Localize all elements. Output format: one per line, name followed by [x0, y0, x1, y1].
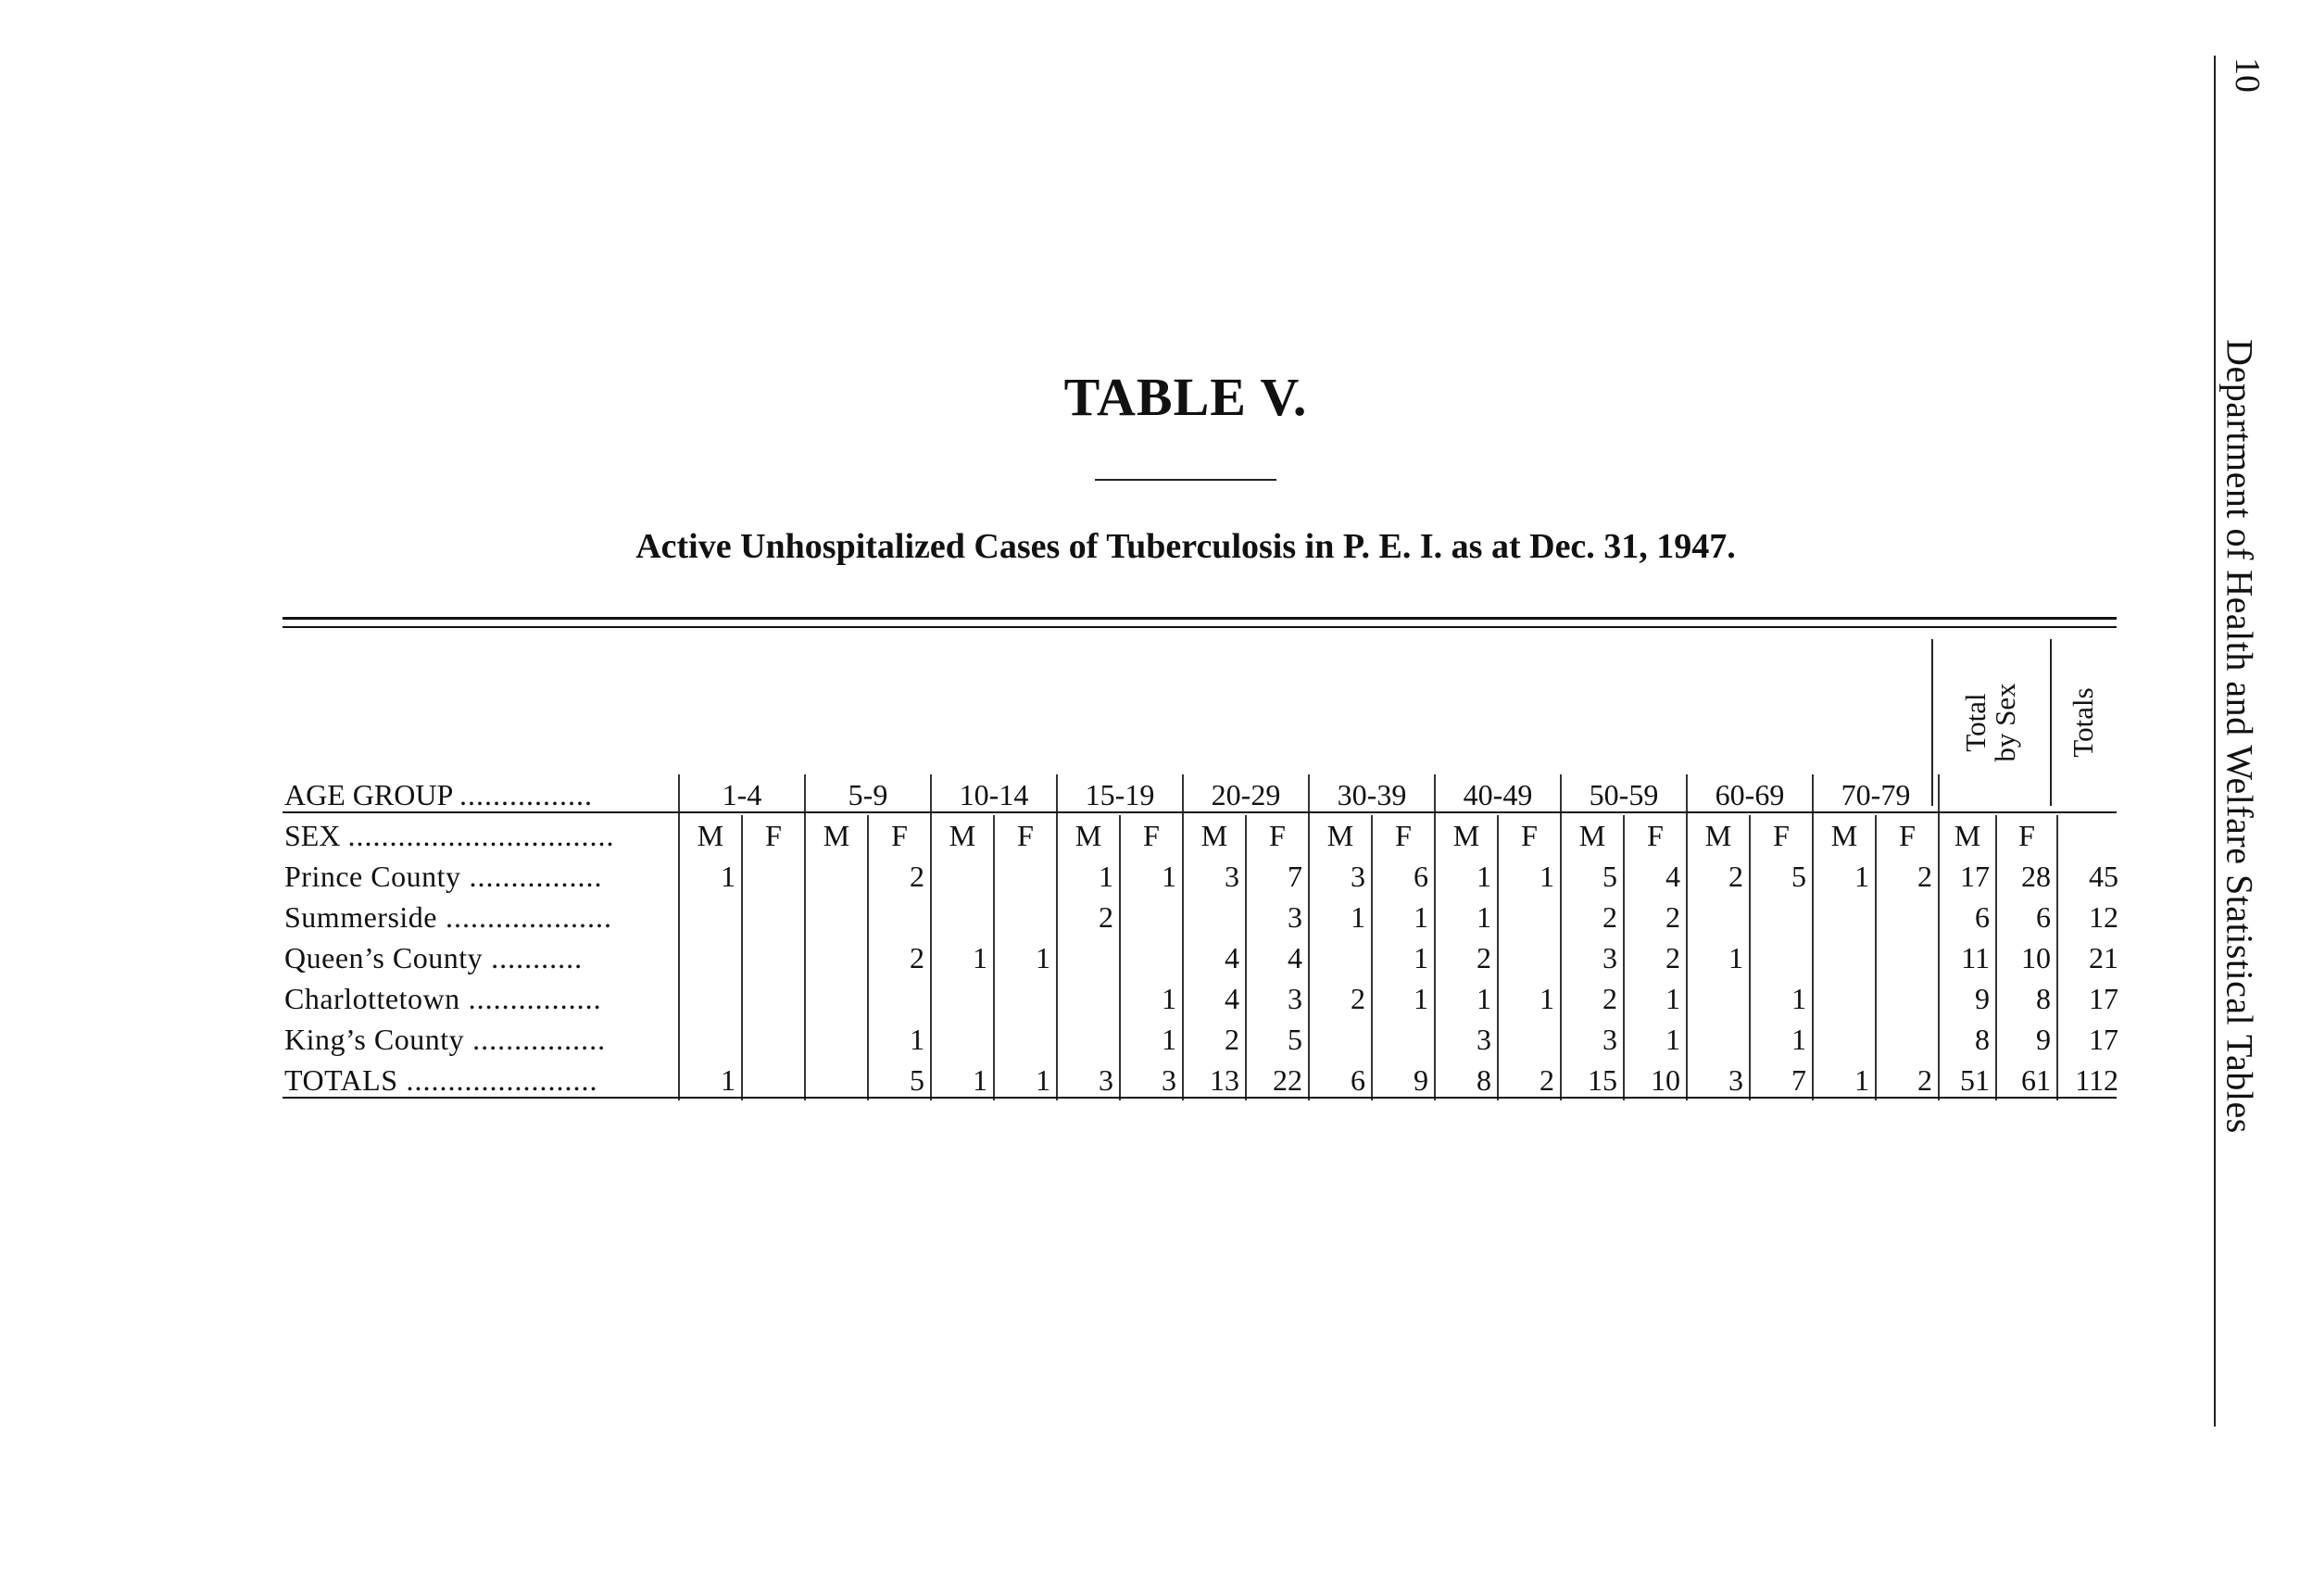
table-cell	[931, 856, 994, 897]
total-male-cell: 17	[1939, 856, 1996, 897]
tuberculosis-table	[283, 774, 2124, 1100]
table-cell	[742, 978, 805, 1019]
table-cell: 4	[1246, 937, 1309, 978]
table-cell	[679, 897, 742, 937]
age-group-stub-label: AGE GROUP	[284, 777, 453, 811]
table-cell: 2	[1687, 856, 1750, 897]
header-blank-cell	[1996, 774, 2057, 815]
sex-stub: SEX ................................	[283, 815, 679, 856]
sex-female-header: F	[742, 815, 805, 856]
table-cell: 3	[1246, 897, 1309, 937]
table-cell	[1309, 937, 1372, 978]
table-row	[283, 1019, 2124, 1060]
total-female-cell: 6	[1996, 897, 2057, 937]
table-cell: 1	[994, 1060, 1057, 1100]
header-blank-cell	[1939, 774, 1996, 815]
table-cell: 1	[1309, 897, 1372, 937]
sex-male-header: M	[1561, 815, 1624, 856]
total-male-cell: 9	[1939, 978, 1996, 1019]
table-cell	[742, 856, 805, 897]
table-cell: 2	[1057, 897, 1120, 937]
table-cell: 2	[1183, 1019, 1246, 1060]
table-cell: 2	[1876, 856, 1939, 897]
table-cell	[1057, 937, 1120, 978]
age-group-header: 60-69	[1687, 774, 1813, 815]
table-cell	[994, 1019, 1057, 1060]
table-cell: 9	[1372, 1060, 1435, 1100]
sex-male-header: M	[1309, 815, 1372, 856]
totals-header-label: Totals	[2067, 687, 2099, 758]
table-cell: 2	[1309, 978, 1372, 1019]
table-cell: 1	[1435, 856, 1498, 897]
sex-male-header: M	[1435, 815, 1498, 856]
table-cell: 1	[1687, 937, 1750, 978]
table-cell	[679, 937, 742, 978]
table-cell	[868, 897, 931, 937]
table-cell: 10	[1624, 1060, 1687, 1100]
table-row	[283, 937, 2124, 978]
table-cell: 1	[1813, 856, 1876, 897]
table-cell: 1	[1750, 1019, 1813, 1060]
totals-row	[283, 1060, 2124, 1100]
table-cell: 1	[1750, 978, 1813, 1019]
table-cell: 3	[1246, 978, 1309, 1019]
total-male-cell: 11	[1939, 937, 1996, 978]
sex-female-header: F	[1750, 815, 1813, 856]
table-cell: 1	[1435, 978, 1498, 1019]
total-by-sex-line-2: by Sex	[1989, 683, 2021, 762]
age-group-header: 15-19	[1057, 774, 1183, 815]
table-title: TABLE V.	[1063, 367, 1308, 427]
table-cell	[994, 897, 1057, 937]
total-by-sex-label	[1961, 683, 2020, 761]
table-cell: 6	[1372, 856, 1435, 897]
table-cell: 7	[1246, 856, 1309, 897]
age-group-header: 1-4	[679, 774, 805, 815]
table-cell	[679, 1019, 742, 1060]
table-cell	[805, 856, 868, 897]
table-cell	[1750, 897, 1813, 937]
sex-male-header: M	[1687, 815, 1750, 856]
row-total-cell: 12	[2089, 899, 2118, 934]
table-cell: 1	[994, 937, 1057, 978]
row-label: TOTALS .......................	[283, 1060, 679, 1100]
table-cell	[1813, 937, 1876, 978]
age-group-header: 30-39	[1309, 774, 1435, 815]
row-label: Charlottetown ................	[283, 978, 679, 1019]
sex-female-header: F	[1624, 815, 1687, 856]
table-cell	[1498, 937, 1561, 978]
age-group-header: 70-79	[1813, 774, 1939, 815]
total-female-cell: 9	[1996, 1019, 2057, 1060]
total-male-header: M	[1939, 815, 1996, 856]
table-cell: 1	[1498, 856, 1561, 897]
table-cell: 1	[1120, 1019, 1183, 1060]
running-head-text: Department of Health and Welfare Statistical Tables	[2218, 339, 2261, 1134]
table-cell	[1309, 1019, 1372, 1060]
sex-male-header: M	[679, 815, 742, 856]
table-cell: 2	[1876, 1060, 1939, 1100]
sex-female-header: F	[994, 815, 1057, 856]
table-cell: 3	[1309, 856, 1372, 897]
sex-male-header: M	[1183, 815, 1246, 856]
total-male-cell: 8	[1939, 1019, 1996, 1060]
table-cell: 3	[1183, 856, 1246, 897]
table-cell	[1687, 1019, 1750, 1060]
table-cell	[1498, 897, 1561, 937]
table-cell: 3	[1687, 1060, 1750, 1100]
table-cell: 1	[1372, 897, 1435, 937]
table-cell: 4	[1624, 856, 1687, 897]
table-cell: 2	[1435, 937, 1498, 978]
header-rule	[283, 811, 2117, 813]
table-cell	[994, 978, 1057, 1019]
table-cell	[742, 1060, 805, 1100]
table-cell: 2	[868, 937, 931, 978]
sex-male-header: M	[805, 815, 868, 856]
table-cell: 3	[1435, 1019, 1498, 1060]
table-cell	[742, 937, 805, 978]
row-label-text: Prince County	[284, 859, 461, 893]
table-cell: 5	[1246, 1019, 1309, 1060]
table-cell	[931, 978, 994, 1019]
table-cell	[1876, 897, 1939, 937]
table-cell: 1	[1057, 856, 1120, 897]
row-total-cell: 17	[2089, 981, 2118, 1015]
table-cell: 1	[1120, 978, 1183, 1019]
table-cell: 1	[931, 937, 994, 978]
table-cell	[1687, 978, 1750, 1019]
table-top-rule-inner	[283, 626, 2117, 628]
table-cell: 1	[1120, 856, 1183, 897]
table-cell: 3	[1120, 1060, 1183, 1100]
table-cell	[1498, 1019, 1561, 1060]
page-number: 10	[2228, 57, 2267, 93]
table-cell	[1813, 1019, 1876, 1060]
table-cell: 13	[1183, 1060, 1246, 1100]
age-group-header: 5-9	[805, 774, 931, 815]
table-row	[283, 897, 2124, 937]
total-female-cell: 10	[1996, 937, 2057, 978]
table-cell: 2	[1624, 937, 1687, 978]
sex-female-header: F	[868, 815, 931, 856]
sex-row	[283, 815, 2124, 856]
row-label-text: TOTALS	[284, 1062, 398, 1097]
table-row	[283, 856, 2124, 897]
row-total-cell: 112	[2075, 1062, 2118, 1097]
table-cell	[1372, 1019, 1435, 1060]
table-cell: 5	[868, 1060, 931, 1100]
table-cell: 22	[1246, 1060, 1309, 1100]
age-group-header: 40-49	[1435, 774, 1561, 815]
table-cell: 1	[1624, 978, 1687, 1019]
table-cell	[1057, 1019, 1120, 1060]
total-female-header: F	[1996, 815, 2057, 856]
sex-male-header: M	[931, 815, 994, 856]
sex-stub-label: SEX	[284, 818, 341, 852]
age-group-row	[283, 774, 2124, 815]
page-edge-rule	[2214, 56, 2216, 1426]
table-cell	[1687, 897, 1750, 937]
sex-female-header: F	[1246, 815, 1309, 856]
table-cell	[1057, 978, 1120, 1019]
table-cell: 1	[1372, 937, 1435, 978]
table-cell: 2	[868, 856, 931, 897]
table-cell: 1	[1498, 978, 1561, 1019]
table-cell	[1876, 1019, 1939, 1060]
table-cell	[1750, 937, 1813, 978]
table-cell	[1876, 978, 1939, 1019]
table-cell	[742, 1019, 805, 1060]
table-cell: 2	[1624, 897, 1687, 937]
table-cell: 5	[1561, 856, 1624, 897]
table-cell	[931, 1019, 994, 1060]
table-cell: 3	[1561, 937, 1624, 978]
table-cell	[679, 978, 742, 1019]
row-total-cell: 45	[2089, 859, 2118, 893]
age-group-header: 10-14	[931, 774, 1057, 815]
table-row	[283, 978, 2124, 1019]
total-female-cell: 8	[1996, 978, 2057, 1019]
table-cell: 1	[931, 1060, 994, 1100]
sex-female-header: F	[1498, 815, 1561, 856]
table-cell: 4	[1183, 937, 1246, 978]
table-cell: 2	[1498, 1060, 1561, 1100]
table-cell	[805, 897, 868, 937]
table-cell	[931, 897, 994, 937]
table-cell: 4	[1183, 978, 1246, 1019]
total-female-cell: 61	[1996, 1060, 2057, 1100]
table-cell: 1	[1435, 897, 1498, 937]
table-cell	[1120, 937, 1183, 978]
row-total-cell: 21	[2089, 940, 2118, 974]
sex-female-header: F	[1876, 815, 1939, 856]
table-cell: 8	[1435, 1060, 1498, 1100]
row-label: Queen’s County ...........	[283, 937, 679, 978]
sex-female-header: F	[1372, 815, 1435, 856]
table-bottom-rule	[283, 1097, 2117, 1099]
row-label: King’s County ................	[283, 1019, 679, 1060]
row-label: Summerside ....................	[283, 897, 679, 937]
table-cell: 1	[1372, 978, 1435, 1019]
table-cell: 3	[1057, 1060, 1120, 1100]
table-cell	[805, 1060, 868, 1100]
sex-male-header: M	[1057, 815, 1120, 856]
row-label-text: Charlottetown	[284, 981, 460, 1015]
table-cell	[1813, 978, 1876, 1019]
table-cell: 1	[1624, 1019, 1687, 1060]
row-total-cell: 17	[2089, 1022, 2118, 1056]
table-subtitle: Active Unhospitalized Cases of Tuberculosis in P. E. I. as at Dec. 31, 1947.	[635, 527, 1736, 566]
sex-female-header: F	[1120, 815, 1183, 856]
table-cell: 1	[868, 1019, 931, 1060]
age-group-stub: AGE GROUP ................	[283, 774, 679, 815]
running-head	[2218, 236, 2261, 1237]
table-cell	[742, 897, 805, 937]
table-cell	[805, 978, 868, 1019]
table-top-rule	[283, 617, 2117, 620]
total-female-cell: 28	[1996, 856, 2057, 897]
table-cell: 1	[679, 856, 742, 897]
age-group-header: 50-59	[1561, 774, 1687, 815]
table-cell	[1120, 897, 1183, 937]
table-cell	[805, 1019, 868, 1060]
table-cell: 6	[1309, 1060, 1372, 1100]
table-cell	[868, 978, 931, 1019]
table-cell: 1	[679, 1060, 742, 1100]
table-cell	[1813, 897, 1876, 937]
table-cell	[805, 937, 868, 978]
header-blank-cell	[2057, 774, 2124, 815]
row-label-text: Queen’s County	[284, 940, 484, 974]
total-by-sex-line-1: Total	[1959, 693, 1992, 752]
table-cell	[1876, 937, 1939, 978]
age-group-header: 20-29	[1183, 774, 1309, 815]
row-label-text: Summerside	[284, 899, 437, 934]
row-label-text: King’s County	[284, 1022, 465, 1056]
table-cell: 2	[1561, 897, 1624, 937]
table-cell: 1	[1813, 1060, 1876, 1100]
table-cell: 5	[1750, 856, 1813, 897]
table-cell	[1183, 897, 1246, 937]
table-cell: 15	[1561, 1060, 1624, 1100]
table-cell: 7	[1750, 1060, 1813, 1100]
row-label: Prince County ................	[283, 856, 679, 897]
table-cell	[994, 856, 1057, 897]
header-blank-cell	[2057, 815, 2124, 856]
sex-male-header: M	[1813, 815, 1876, 856]
total-male-cell: 51	[1939, 1060, 1996, 1100]
table-cell: 2	[1561, 978, 1624, 1019]
title-rule	[1095, 479, 1276, 481]
table-cell: 3	[1561, 1019, 1624, 1060]
total-male-cell: 6	[1939, 897, 1996, 937]
